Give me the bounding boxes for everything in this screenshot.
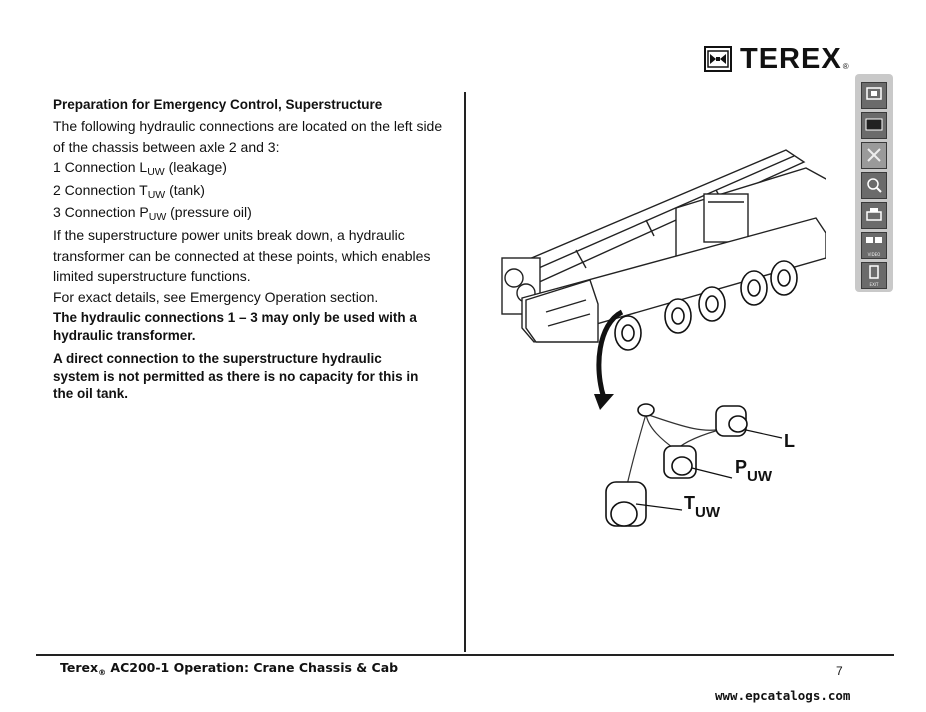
search-icon bbox=[862, 173, 886, 198]
nav-exit-button[interactable] bbox=[861, 262, 887, 289]
video-icon bbox=[862, 233, 886, 253]
body-line-3: limited superstructure functions. bbox=[53, 268, 251, 285]
nav-home-button[interactable] bbox=[861, 82, 887, 109]
connection-label: 2 Connection T bbox=[53, 181, 148, 198]
footer-doc-title: AC200-1 Operation: Crane Chassis & Cab bbox=[106, 660, 399, 675]
warning-2-line-b: system is not permitted as there is no capacity for this in bbox=[53, 368, 419, 384]
connection-subscript: UW bbox=[147, 188, 166, 201]
label-pressure-sub: UW bbox=[747, 468, 773, 485]
nav-video-button[interactable] bbox=[861, 232, 887, 259]
label-pressure bbox=[735, 457, 773, 485]
footer-brand: Terex bbox=[60, 660, 99, 675]
crane-illustration bbox=[486, 128, 826, 533]
nav-contents-button[interactable] bbox=[861, 112, 887, 139]
crane-drawing bbox=[486, 128, 826, 528]
nav-button-label: EXIT bbox=[869, 282, 879, 287]
close-icon bbox=[862, 143, 886, 168]
label-leakage: L bbox=[784, 431, 795, 451]
connection-desc: (pressure oil) bbox=[166, 204, 252, 221]
intro-line-2: of the chassis between axle 2 and 3: bbox=[53, 138, 280, 155]
connection-subscript: UW bbox=[148, 211, 167, 224]
warning-2-line-c: the oil tank. bbox=[53, 386, 129, 402]
brand-name: TEREX bbox=[740, 42, 842, 75]
warning-1-line-a: The hydraulic connections 1 – 3 may only be used with a bbox=[53, 310, 417, 326]
footer-rule bbox=[36, 654, 894, 656]
body-line-1: If the superstructure power units break down, a hydraulic bbox=[53, 226, 405, 243]
connection-item-leakage bbox=[53, 157, 453, 180]
screen-icon bbox=[862, 113, 886, 138]
connection-label: 3 Connection P bbox=[53, 204, 149, 221]
nav-search-button[interactable] bbox=[861, 172, 887, 199]
exit-icon bbox=[862, 263, 886, 283]
brand-reg-mark: ® bbox=[842, 61, 849, 71]
home-icon bbox=[862, 83, 886, 108]
text-column bbox=[53, 96, 453, 403]
website-link[interactable]: www.epcatalogs.com bbox=[715, 688, 851, 703]
body-line-2: transformer can be connected at these points, which enables bbox=[53, 247, 431, 264]
connection-desc: (tank) bbox=[165, 181, 205, 198]
column-divider bbox=[464, 92, 466, 652]
nav-button-label: VIDEO bbox=[867, 252, 881, 257]
terex-logo bbox=[704, 44, 849, 74]
connection-label: 1 Connection L bbox=[53, 159, 148, 176]
connection-item-pressure bbox=[53, 202, 453, 225]
connection-desc: (leakage) bbox=[164, 159, 227, 176]
connection-item-tank bbox=[53, 180, 453, 203]
body-line-4: For exact details, see Emergency Operation section. bbox=[53, 288, 379, 305]
warning-2-line-a: A direct connection to the superstructure hydraulic bbox=[53, 351, 382, 367]
nav-return-button[interactable] bbox=[861, 142, 887, 169]
intro-line-1: The following hydraulic connections are located on the left side bbox=[53, 118, 443, 134]
nav-print-button[interactable] bbox=[861, 202, 887, 229]
footer-title bbox=[60, 660, 398, 675]
nav-sidebar bbox=[855, 74, 893, 292]
page-number: 7 bbox=[836, 664, 843, 678]
terex-logo-icon bbox=[704, 46, 732, 72]
warning-1-line-b: hydraulic transformer. bbox=[53, 327, 196, 343]
section-heading: Preparation for Emergency Control, Superstructure bbox=[53, 97, 383, 112]
label-tank-sub: UW bbox=[695, 504, 720, 521]
connection-subscript: UW bbox=[147, 166, 165, 179]
label-tank-main: T bbox=[684, 493, 695, 513]
label-pressure-main: P bbox=[735, 457, 748, 477]
footer-reg-mark: ® bbox=[98, 668, 107, 677]
label-tank bbox=[684, 493, 720, 521]
print-icon bbox=[862, 203, 886, 228]
